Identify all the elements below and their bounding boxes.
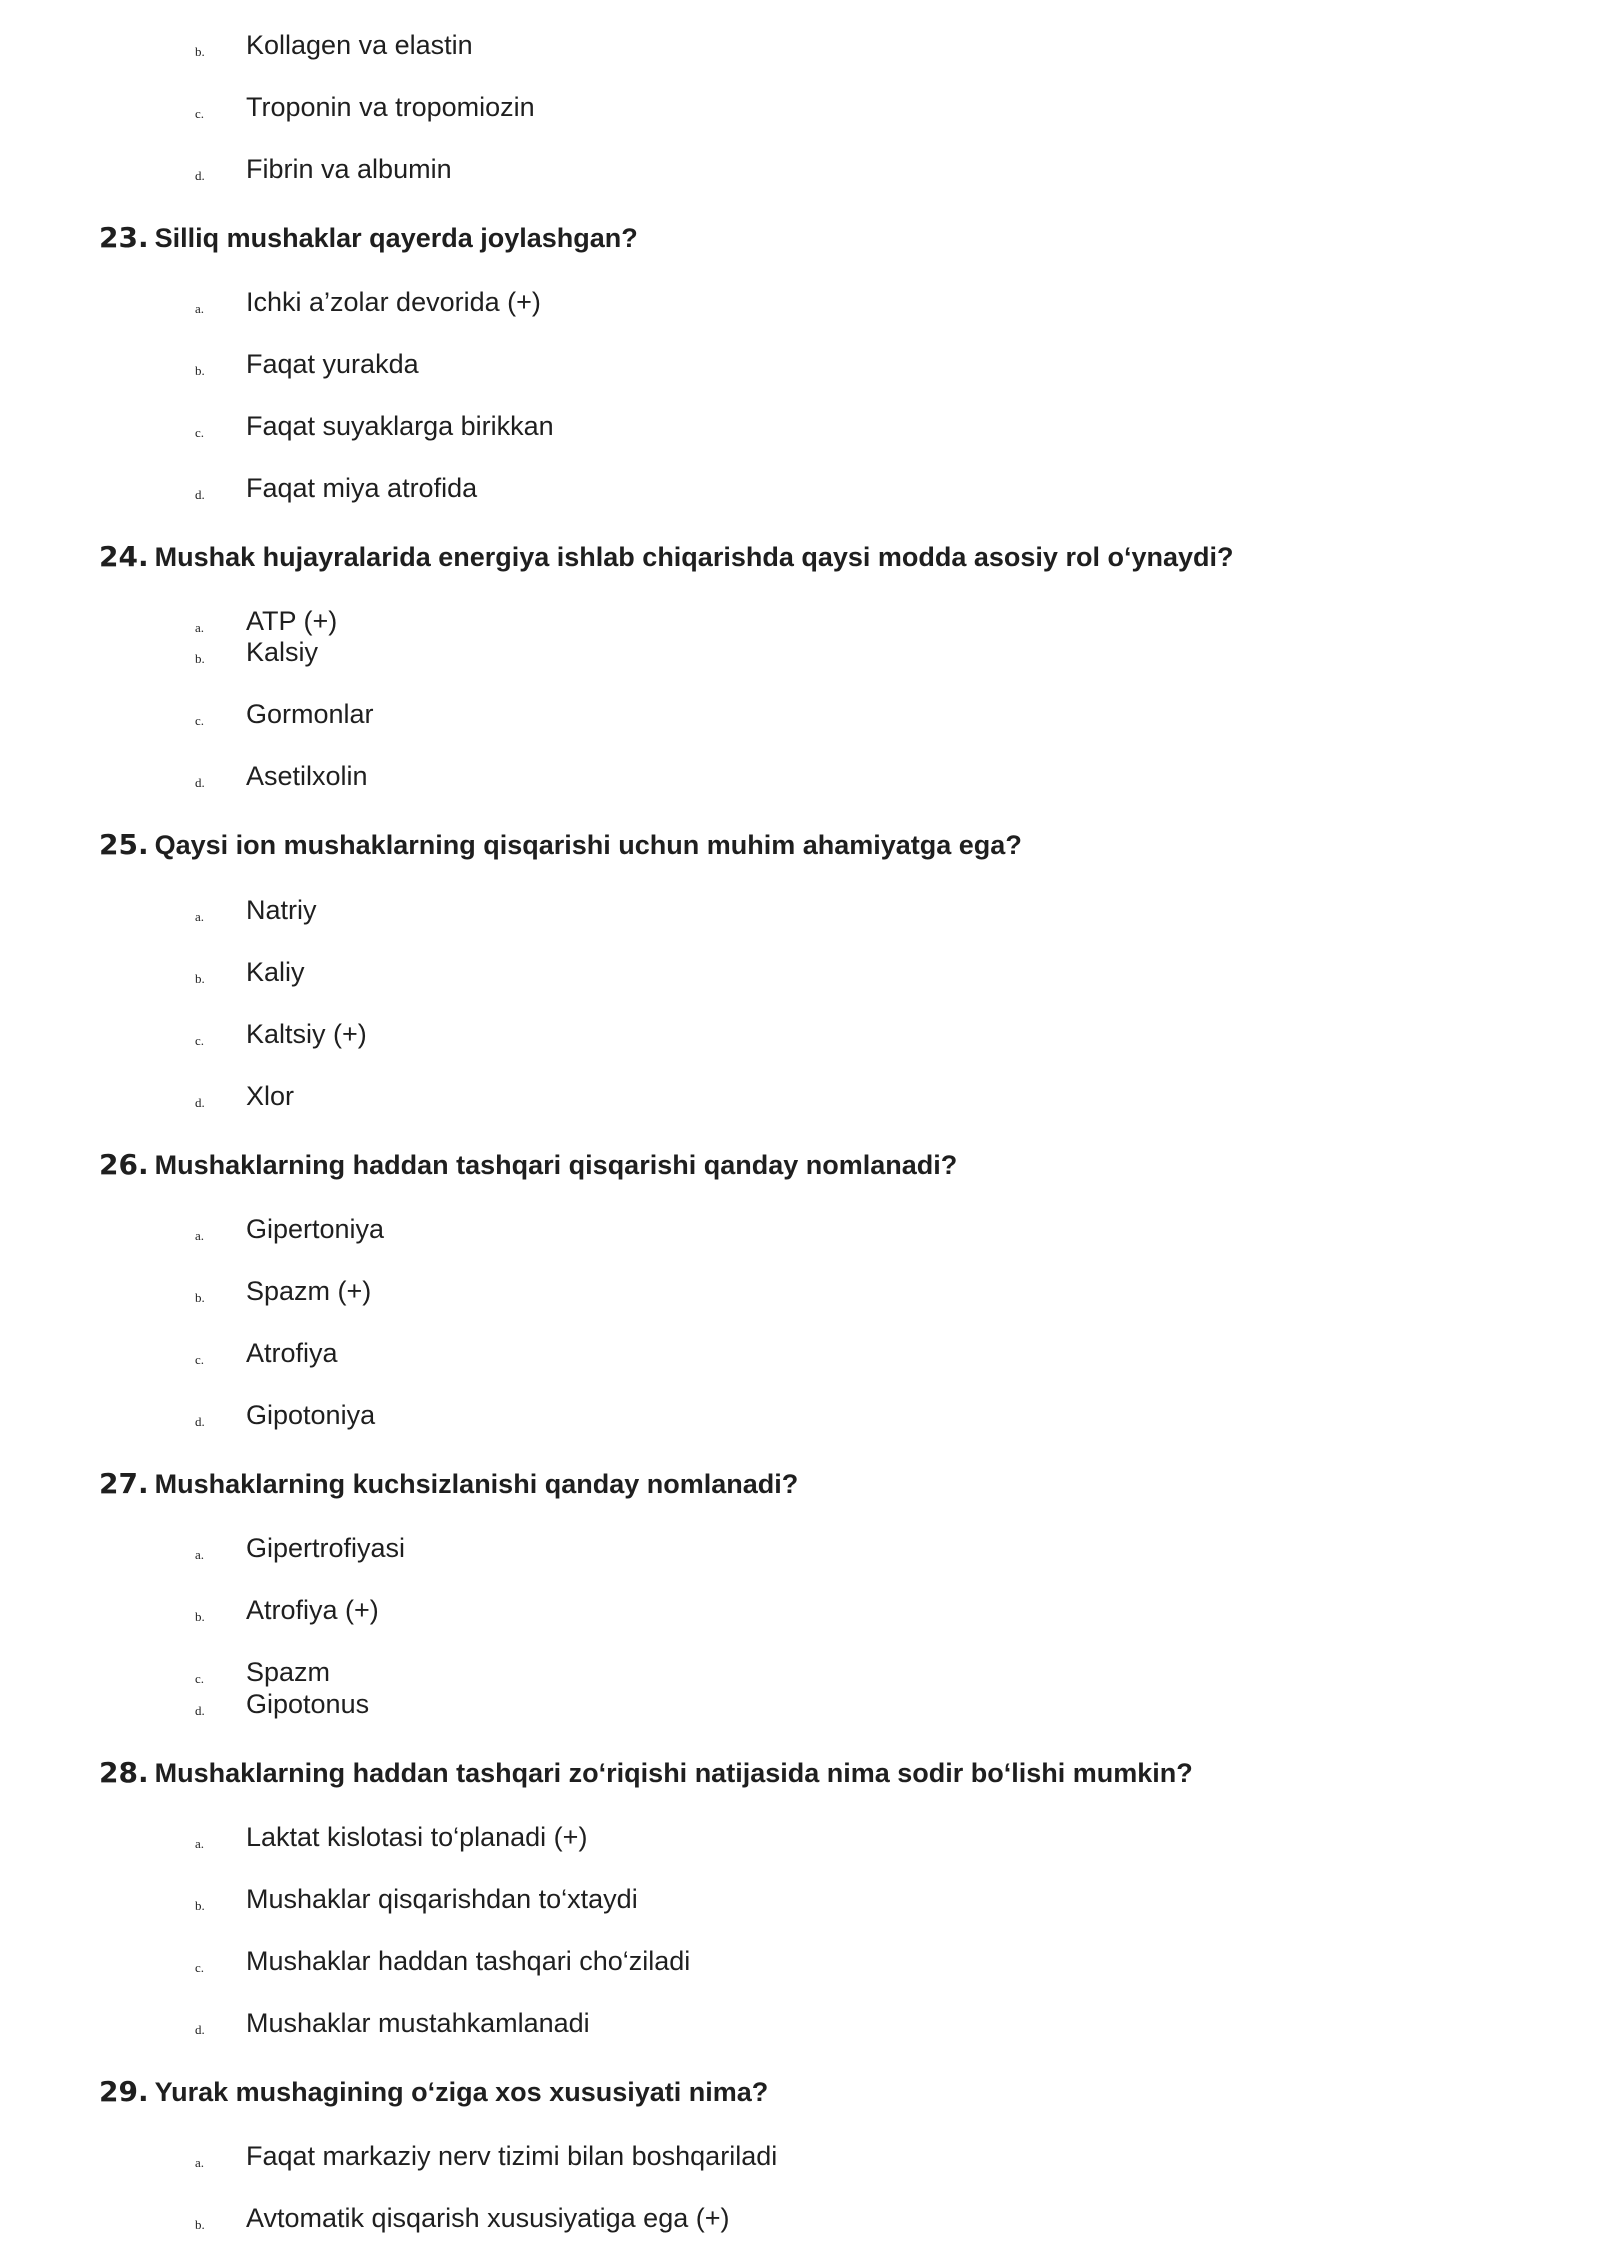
- option-text: Mushaklar mustahkamlanadi: [246, 2008, 590, 2038]
- option-text: Atrofiya (+): [246, 1595, 379, 1625]
- question-number: 28.: [99, 1756, 149, 1789]
- option-text: Faqat yurakda: [246, 349, 419, 379]
- question-text: Mushaklarning haddan tashqari qisqarishi qanday nomlanadi?: [154, 1150, 958, 1180]
- option-letter: c.: [195, 425, 205, 440]
- option-text: Atrofiya: [246, 1338, 338, 1368]
- option-text: Kaliy: [246, 957, 305, 987]
- question-number: 26.: [99, 1148, 149, 1181]
- option-text: Troponin va tropomiozin: [246, 92, 535, 122]
- option-text: Gipertrofiyasi: [246, 1533, 406, 1563]
- option-text: Gormonlar: [246, 699, 374, 729]
- option-letter: c.: [195, 1033, 205, 1048]
- option-text: Gipertoniya: [246, 1214, 385, 1244]
- question-26: [99, 1148, 957, 1188]
- option-letter: d.: [195, 2022, 205, 2037]
- option-text: Avtomatik qisqarish xususiyatiga ega (+): [246, 2203, 730, 2233]
- question-number: 23.: [99, 221, 149, 254]
- option-letter: b.: [195, 2217, 205, 2232]
- question-text: Yurak mushagining o‘ziga xos xususiyati nima?: [154, 2077, 769, 2107]
- question-text: Mushaklarning haddan tashqari zo‘riqishi natijasida nima sodir bo‘lishi mumkin?: [154, 1758, 1193, 1788]
- option-text: Asetilxolin: [246, 761, 368, 791]
- option-letter: d.: [195, 1095, 205, 1110]
- option-text: Natriy: [246, 895, 317, 925]
- option-text: Spazm: [246, 1657, 331, 1687]
- question-23: [99, 221, 638, 261]
- option-text: Faqat miya atrofida: [246, 473, 478, 503]
- question-text: Mushaklarning kuchsizlanishi qanday nomlanadi?: [154, 1469, 799, 1499]
- option-text: Mushaklar qisqarishdan to‘xtaydi: [246, 1884, 638, 1914]
- option-text: Kollagen va elastin: [246, 30, 473, 60]
- option-letter: c.: [195, 1960, 205, 1975]
- option-letter: d.: [195, 1703, 205, 1718]
- option-letter: b.: [195, 1898, 205, 1913]
- option-letter: c.: [195, 1352, 205, 1367]
- option-letter: a.: [195, 301, 205, 316]
- option-letter: a.: [195, 1228, 205, 1243]
- option-letter: b.: [195, 44, 205, 59]
- question-29: [99, 2075, 768, 2115]
- option-letter: d.: [195, 1414, 205, 1429]
- option-text: ATP (+): [246, 606, 338, 636]
- option-text: Laktat kislotasi to‘planadi (+): [246, 1822, 588, 1852]
- option-letter: a.: [195, 1836, 205, 1851]
- question-number: 24.: [99, 540, 149, 573]
- option-letter: b.: [195, 971, 205, 986]
- option-text: Faqat markaziy nerv tizimi bilan boshqariladi: [246, 2141, 778, 2171]
- option-letter: a.: [195, 2155, 205, 2170]
- option-text: Faqat suyaklarga birikkan: [246, 411, 554, 441]
- option-text: Mushaklar haddan tashqari cho‘ziladi: [246, 1946, 691, 1976]
- option-letter: a.: [195, 620, 205, 635]
- question-number: 29.: [99, 2075, 149, 2108]
- question-27: [99, 1467, 798, 1507]
- option-letter: c.: [195, 1671, 205, 1686]
- option-text: Gipotoniya: [246, 1400, 376, 1430]
- question-number: 25.: [99, 828, 149, 861]
- question-number: 27.: [99, 1467, 149, 1500]
- option-letter: b.: [195, 363, 205, 378]
- question-25: [99, 828, 1022, 868]
- option-letter: d.: [195, 487, 205, 502]
- question-text: Mushak hujayralarida energiya ishlab chiqarishda qaysi modda asosiy rol o‘ynaydi?: [154, 542, 1234, 572]
- question-28: [99, 1756, 1193, 1796]
- option-letter: a.: [195, 909, 205, 924]
- option-text: Fibrin va albumin: [246, 154, 452, 184]
- option-letter: d.: [195, 168, 205, 183]
- option-text: Kalsiy: [246, 637, 319, 667]
- question-text: Qaysi ion mushaklarning qisqarishi uchun muhim ahamiyatga ega?: [154, 830, 1022, 860]
- option-letter: b.: [195, 1290, 205, 1305]
- option-letter: a.: [195, 1547, 205, 1562]
- question-text: Silliq mushaklar qayerda joylashgan?: [154, 223, 638, 253]
- option-letter: c.: [195, 713, 205, 728]
- option-text: Kaltsiy (+): [246, 1019, 367, 1049]
- option-text: Xlor: [246, 1081, 295, 1111]
- option-letter: c.: [195, 106, 205, 121]
- option-text: Ichki a’zolar devorida (+): [246, 287, 541, 317]
- option-letter: b.: [195, 651, 205, 666]
- option-text: Gipotonus: [246, 1689, 370, 1719]
- option-text: Spazm (+): [246, 1276, 372, 1306]
- option-letter: d.: [195, 775, 205, 790]
- question-24: [99, 540, 1233, 580]
- option-letter: b.: [195, 1609, 205, 1624]
